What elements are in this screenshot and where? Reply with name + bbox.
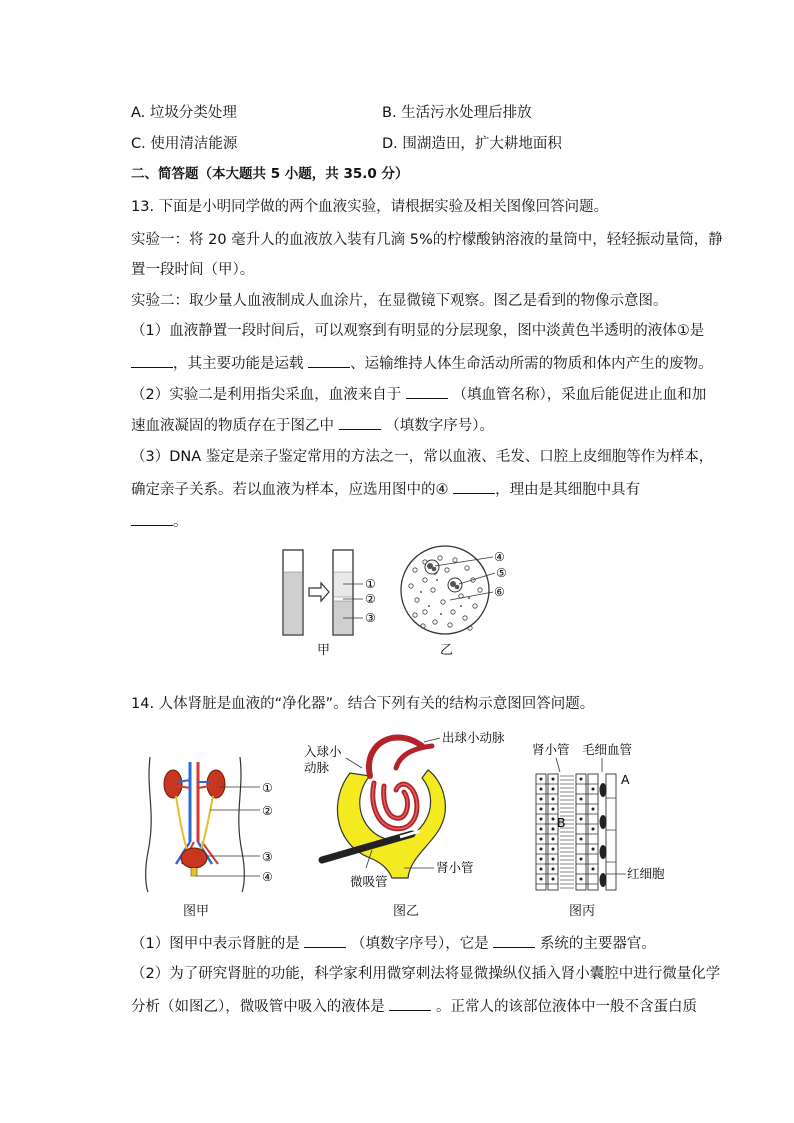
q14-figure-yi xyxy=(300,728,525,896)
option-b: B. 生活污水处理后排放 xyxy=(382,105,532,121)
q14-caption-jia: 图甲 xyxy=(183,904,210,919)
fig-label-4: ④ xyxy=(494,550,505,564)
q13-caption-yi: 乙 xyxy=(440,643,454,658)
q14-sub2-line1: （2）为了研究肾脏的功能，科学家利用微穿刺法将显微操纵仪插入肾小囊腔中进行微量化学 xyxy=(131,966,721,982)
label-efferent-arteriole: 出球小动脉 xyxy=(442,730,505,745)
q13-sub3-line1: （3）DNA 鉴定是亲子鉴定常用的方法之一，常以血液、毛发、口腔上皮细胞等作为样本， xyxy=(131,449,714,465)
fig-label-6: ⑥ xyxy=(494,585,505,599)
option-a: A. 垃圾分类处理 xyxy=(131,105,237,121)
fig14-jia-label-3: ③ xyxy=(262,850,273,864)
option-d: D. 围湖造田，扩大耕地面积 xyxy=(382,136,562,152)
q13-figure xyxy=(275,540,515,655)
label-afferent-arteriole-1: 入球小 xyxy=(304,744,342,759)
label-bing-b: B xyxy=(557,815,566,830)
q14-figure-bing xyxy=(530,740,680,898)
label-bing-a: A xyxy=(621,772,630,787)
q13-intro: 13. 下面是小明同学做的两个血液实验，请根据实验及相关图像回答问题。 xyxy=(131,199,609,215)
answer-blank[interactable] xyxy=(304,932,346,948)
answer-blank[interactable] xyxy=(131,510,173,526)
section-heading: 二、简答题（本大题共 5 小题，共 35.0 分） xyxy=(131,166,409,182)
q13-sub2-line2: 速血液凝固的物质存在于图乙中 （填数字序号）。 xyxy=(131,414,494,436)
test-tube-before xyxy=(283,550,303,635)
label-renal-tubule: 肾小管 xyxy=(436,860,474,875)
option-c: C. 使用清洁能源 xyxy=(131,136,238,152)
label-afferent-arteriole-2: 动脉 xyxy=(304,760,330,775)
fig14-jia-label-4: ④ xyxy=(262,870,273,884)
q13-exp1-line2: 置一段时间（甲）。 xyxy=(131,262,255,278)
q13-sub3-line3: 。 xyxy=(131,510,188,532)
answer-blank[interactable] xyxy=(389,995,431,1011)
q13-exp2: 实验二：取少量人血液制成人血涂片，在显微镜下观察。图乙是看到的物像示意图。 xyxy=(131,293,668,309)
fig-label-3: ③ xyxy=(365,611,376,625)
label-bing-tubule: 肾小管 xyxy=(532,742,570,757)
q14-caption-yi: 图乙 xyxy=(393,904,420,919)
answer-blank[interactable] xyxy=(406,383,448,399)
fig14-jia-label-2: ② xyxy=(262,804,273,818)
q14-sub2-line2: 分析（如图乙），微吸管中吸入的液体是 。正常人的该部位液体中一般不含蛋白质 xyxy=(131,995,697,1017)
q13-sub1-line2: ，其主要功能是运载 、运输维持人体生命活动所需的物质和体内产生的废物。 xyxy=(131,352,713,374)
test-tube-layered xyxy=(333,550,353,635)
fig-label-2: ② xyxy=(365,592,376,606)
q13-exp1-line1: 实验一：将 20 毫升人的血液放入装有几滴 5%的柠檬酸钠溶液的量筒中，轻轻振动量筒，静 xyxy=(131,232,723,248)
q13-sub1-line1: （1）血液静置一段时间后，可以观察到有明显的分层现象，图中淡黄色半透明的液体①是 xyxy=(131,323,705,339)
q14-caption-bing: 图丙 xyxy=(569,904,596,919)
label-bing-capillary: 毛细血管 xyxy=(582,742,633,757)
q13-sub2-line1: （2）实验二是利用指尖采血，血液来自于 （填血管名称），采血后能促进止血和加 xyxy=(131,383,706,405)
answer-blank[interactable] xyxy=(493,932,535,948)
q13-caption-jia: 甲 xyxy=(317,643,331,658)
label-micropipette: 微吸管 xyxy=(350,874,388,889)
fig14-jia-label-1: ① xyxy=(262,781,273,795)
answer-blank[interactable] xyxy=(453,478,495,494)
q14-sub1: （1）图甲中表示肾脏的是 （填数字序号），它是 系统的主要器官。 xyxy=(131,932,656,954)
answer-blank[interactable] xyxy=(308,352,350,368)
answer-blank[interactable] xyxy=(339,414,381,430)
answer-blank[interactable] xyxy=(131,352,173,368)
arrow-icon xyxy=(309,583,329,601)
fig-label-1: ① xyxy=(365,577,376,591)
fig-label-5: ⑤ xyxy=(496,566,507,580)
q14-figure-jia xyxy=(128,752,288,897)
label-bing-rbc: 红细胞 xyxy=(627,866,665,881)
blood-smear xyxy=(401,546,489,634)
q14-intro: 14. 人体肾脏是血液的“净化器”。结合下列有关的结构示意图回答问题。 xyxy=(131,696,595,712)
q13-sub3-line2: 确定亲子关系。若以血液为样本，应选用图中的④ ，理由是其细胞中具有 xyxy=(131,478,640,500)
